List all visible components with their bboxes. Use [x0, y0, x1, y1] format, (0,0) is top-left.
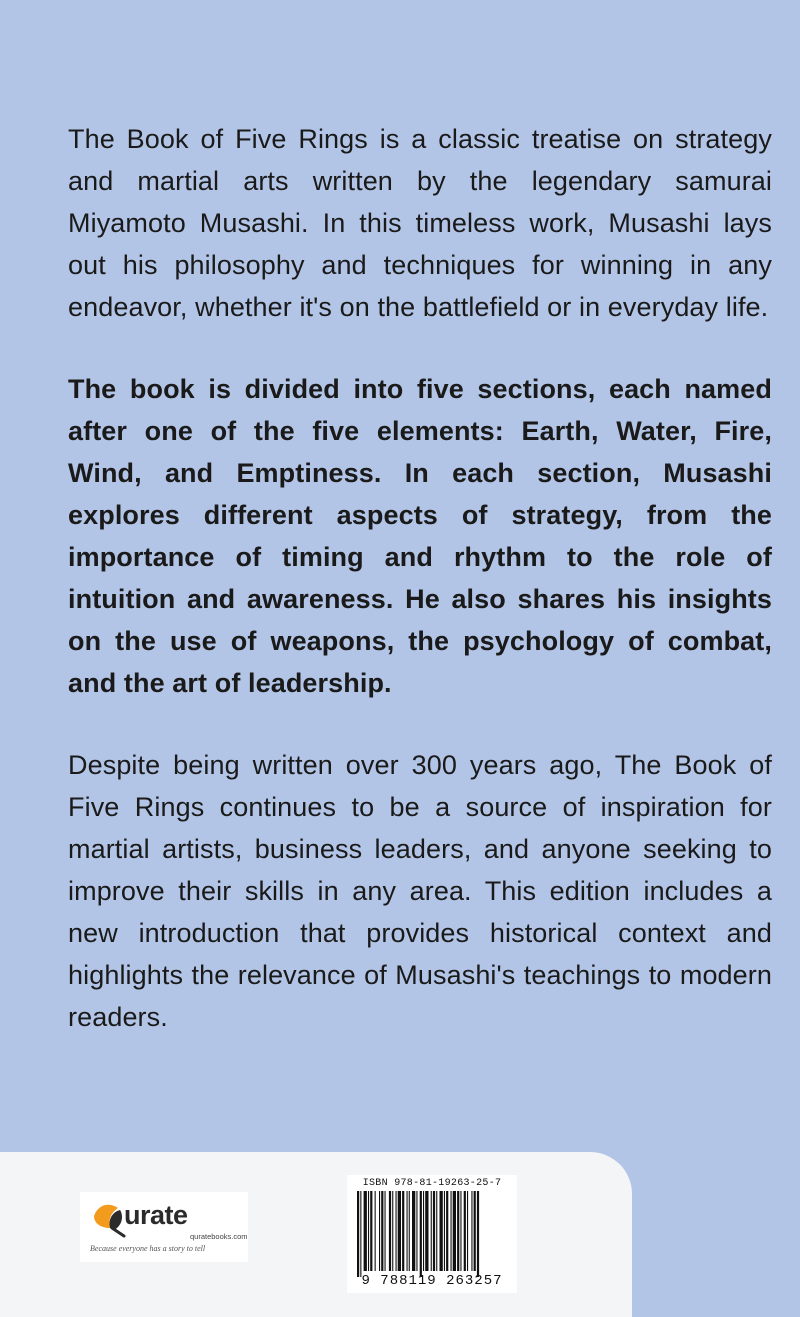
publisher-url: quratebooks.com — [190, 1232, 248, 1241]
barcode-bar — [368, 1191, 369, 1271]
barcode-bar — [474, 1191, 476, 1271]
barcode-bar — [433, 1191, 435, 1271]
barcode-bar — [396, 1191, 397, 1271]
barcode-bar — [357, 1191, 359, 1277]
barcode-bar — [416, 1191, 417, 1271]
barcode-bar — [471, 1191, 472, 1271]
publisher-logo — [80, 1192, 248, 1262]
barcode-bar — [440, 1191, 443, 1271]
barcode-bar — [385, 1191, 386, 1271]
barcode-bar — [436, 1191, 437, 1271]
barcode-bar — [389, 1191, 391, 1271]
blurb-paragraph-2: The book is divided into five sections, each named after one of the five elements: Earth, Water, Fire, Wind, and Emptiness. In each section, Musashi explores different aspects of strategy, from the importance of timing and rhythm to the role of intuition and awareness. He also shares his insights on the use of weapons, the psychology of combat, and the art of leadership. — [68, 374, 772, 698]
barcode-bar — [420, 1191, 422, 1277]
barcode-bar — [457, 1191, 459, 1271]
barcode-bar — [375, 1191, 376, 1271]
barcode-bar — [451, 1191, 452, 1271]
barcode-bar — [446, 1191, 448, 1271]
barcode-bar — [392, 1191, 393, 1271]
barcode-bar — [407, 1191, 408, 1271]
barcode-bar — [412, 1191, 415, 1271]
barcode-bar — [460, 1191, 461, 1271]
back-cover-blurb — [68, 118, 772, 1078]
barcode-bar — [467, 1191, 468, 1271]
isbn-barcode — [347, 1175, 517, 1293]
barcode-bar — [398, 1191, 401, 1271]
barcode-bar — [423, 1191, 424, 1271]
barcode-bar — [425, 1191, 428, 1271]
barcode-bar — [477, 1191, 479, 1277]
isbn-label: ISBN 978-81-19263-25-7 — [362, 1178, 502, 1189]
barcode-bars — [353, 1191, 511, 1277]
barcode-bar — [453, 1191, 456, 1271]
barcode-bar — [409, 1191, 410, 1271]
blurb-paragraph-1: The Book of Five Rings is a classic treatise on strategy and martial arts written by the legendary samurai Miyamoto Musashi. In this timeless work, Musashi lays out his philosophy and techniques for winning in any endeavor, whether it's on the battlefield or in everyday life. — [68, 124, 772, 322]
barcode-bar — [360, 1191, 361, 1277]
ean-digits: 9 788119 263257 — [361, 1273, 503, 1289]
barcode-bar — [370, 1191, 372, 1271]
barcode-bar — [381, 1191, 383, 1271]
barcode-bar — [364, 1191, 367, 1271]
publisher-tagline: Because everyone has a story to tell — [90, 1244, 206, 1253]
barcode-bar — [444, 1191, 445, 1271]
barcode-bar — [379, 1191, 380, 1271]
blurb-paragraph-3: Despite being written over 300 years ago, The Book of Five Rings continues to be a source of inspiration for martial artists, business leaders, and anyone seeking to improve their skills in any area. This edition includes a new introduction that provides historical context and highlights the relevance of Musashi's teachings to modern readers. — [68, 750, 772, 1032]
barcode-bar — [464, 1191, 466, 1271]
barcode-bar — [402, 1191, 404, 1271]
barcode-bar — [431, 1191, 432, 1271]
publisher-wordmark: urate — [124, 1200, 188, 1230]
